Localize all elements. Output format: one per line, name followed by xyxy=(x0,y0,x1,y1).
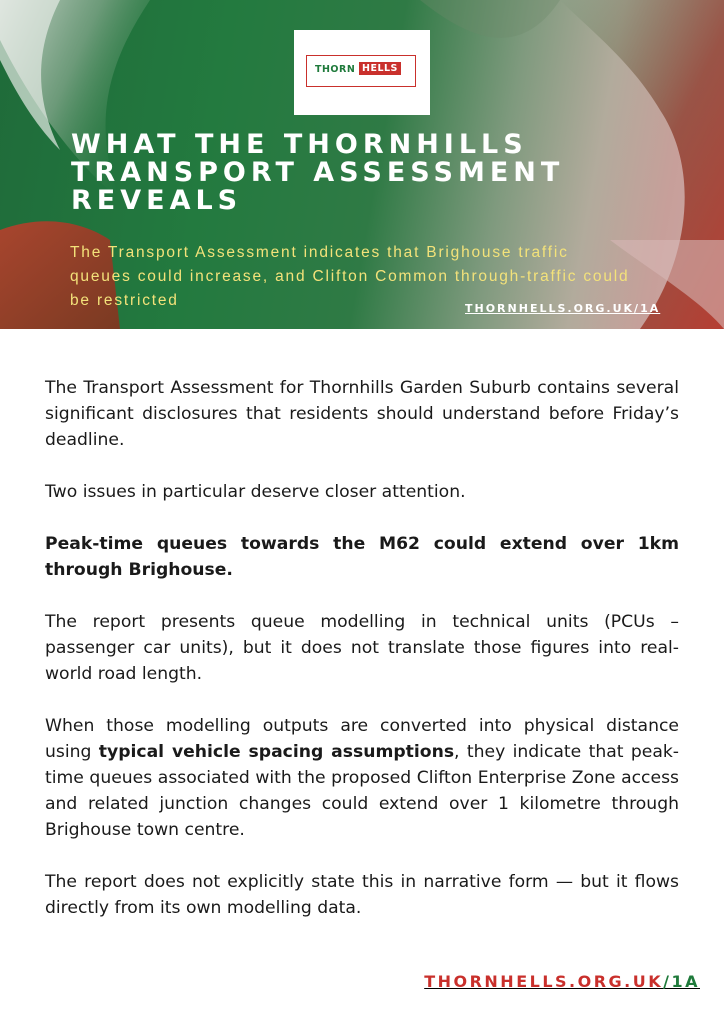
logo-text-thorn: THORN xyxy=(315,64,356,75)
footer-url-link[interactable] xyxy=(424,972,700,991)
paragraph-conversion xyxy=(45,713,679,843)
logo-frame xyxy=(306,55,416,87)
logo xyxy=(294,30,430,115)
paragraph-headline xyxy=(45,531,679,583)
paragraph-intro: The Transport Assessment for Thornhills Garden Suburb contains several significant disclosures that residents should understand before Friday’s deadline. xyxy=(45,378,679,450)
page-title: WHAT THE THORNHILLS TRANSPORT ASSESSMENT REVEALS xyxy=(71,129,565,216)
footer-url-domain: THORNHELLS.ORG.UK xyxy=(424,972,664,991)
paragraph-conclusion: The report does not explicitly state this in narrative form — but it flows directly from its own modelling data. xyxy=(45,872,679,918)
article-body xyxy=(45,375,679,921)
paragraph-issues: Two issues in particular deserve closer attention. xyxy=(45,482,466,502)
conversion-emphasis: typical vehicle spacing assumptions xyxy=(98,742,455,762)
paragraph-pcu: The report presents queue modelling in technical units (PCUs – passenger car units), but it does not translate those figures into real-world road length. xyxy=(45,612,679,684)
logo-text-hells: HELLS xyxy=(359,62,401,75)
headline-queues: Peak-time queues towards the M62 could extend over 1km through Brighouse. xyxy=(45,534,679,580)
conversion-text-start: When those modelling outputs are converted into physical distance using xyxy=(45,716,679,762)
conversion-text-end: , they indicate that peak-time queues associated with the proposed Clifton Enterprise Zone access and related junction changes could extend over 1 kilometre through Brighouse town centre. xyxy=(45,742,680,840)
page-subtitle: The Transport Assessment indicates that Brighouse traffic queues could increase, and Clifton Common through-traffic could be restricted xyxy=(70,244,630,309)
header-banner xyxy=(0,0,724,329)
footer-url-path: /1A xyxy=(663,972,700,991)
header-url-link[interactable]: THORNHELLS.ORG.UK/1A xyxy=(465,302,661,315)
